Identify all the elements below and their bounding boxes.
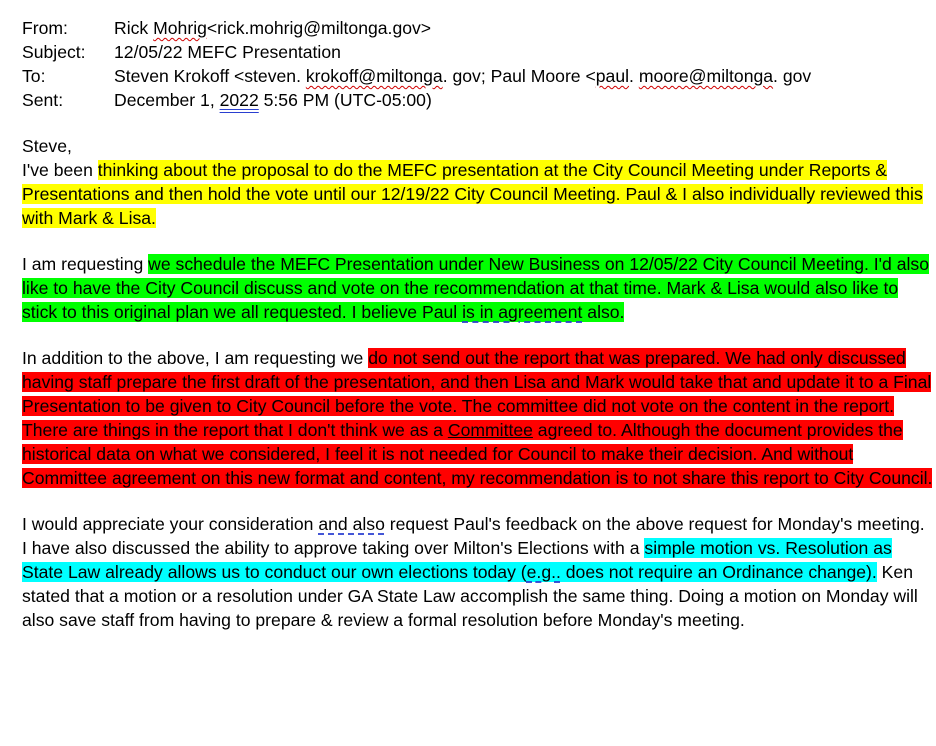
sent-year: 2022: [219, 90, 259, 110]
subject-row: [22, 40, 936, 64]
p2-text-b: we schedule the MEFC Presentation under New Business on 12/05/22 City Council Meeting. I'd also like to have the City Council discuss and vote on the recommendation at that time. Mark & Lisa would also like to stick to this original plan we all requested. I believe Paul: [22, 254, 929, 322]
p3-committee: Committee: [447, 420, 533, 440]
p4-text-d: simple motion vs. Resolution as State Law already allows us to conduct our own elections today (: [22, 538, 892, 582]
to-part-c: . gov; Paul Moore <: [442, 66, 596, 86]
p2-lead: I am requesting: [22, 254, 149, 274]
sent-value: [114, 88, 432, 112]
p4-eg: e.g..: [526, 562, 561, 582]
p2-text-d: also.: [582, 302, 625, 322]
p4-lead: I would appreciate your consideration: [22, 514, 319, 534]
sent-row: [22, 88, 936, 112]
sent-part-c: 5:56 PM (UTC-05:00): [258, 90, 432, 110]
p4-text-g: Ken stated that a motion or a resolution under GA State Law accomplish the same thing. Doing a motion on Monday will also save staff from having to prepare & review a formal resolution before Monday's meeting.: [22, 562, 918, 630]
from-row: [22, 16, 936, 40]
paragraph-2: [22, 252, 934, 324]
paragraph-1: [22, 158, 934, 230]
from-address: <rick.mohrig@miltonga.gov>: [206, 18, 432, 38]
to-part-g: . gov: [773, 66, 812, 86]
p3-lead: In addition to the above, I am requesting we: [22, 348, 369, 368]
greeting: Steve,: [22, 136, 72, 156]
to-label: To:: [22, 66, 46, 86]
to-part-d: paul: [595, 66, 630, 86]
p4-text-f: does not require an Ordinance change).: [560, 562, 877, 582]
subject-value: 12/05/22 MEFC Presentation: [114, 42, 341, 62]
paragraph-4: [22, 512, 934, 632]
to-part-e: .: [629, 66, 639, 86]
from-name: Rick: [114, 18, 154, 38]
p1-highlight-yellow: thinking about the proposal to do the MEFC presentation at the City Council Meeting under Reports & Presentations and then hold the vote until our 12/19/22 City Council Meeting. Paul & I also individually reviewed this with Mark & Lisa.: [22, 160, 923, 228]
p1-lead: I've been: [22, 160, 98, 180]
to-part-b: krokoff@miltonga: [305, 66, 443, 86]
p2-grammar-mark: is in agreement: [462, 302, 583, 322]
from-value: [114, 16, 431, 40]
to-row: [22, 64, 936, 88]
sent-label: Sent:: [22, 90, 64, 110]
p4-text-c: request Paul's feedback on the above request for Monday's meeting. I have also discussed the ability to approve taking over Milton's Elections with a: [22, 514, 925, 558]
sent-part-a: December 1,: [114, 90, 220, 110]
p3-text-d: agreed to. Although the document provides the historical data on what we considered, I feel it is not needed for Council to make their decision. And without Committee agreement on this new format and content, my recommendation is to not share this report to City Council.: [22, 420, 933, 488]
p4-grammar-mark: and also: [318, 514, 385, 534]
p2-highlight-green: [22, 254, 929, 322]
subject-label: Subject:: [22, 42, 86, 62]
p3-text-b: do not send out the report that was prepared. We had only discussed having staff prepare the first draft of the presentation, and then Lisa and Mark would take that and update it to a Final Presentation to be given to City Council before the vote. The committee did not vote on the content in the report. There are things in the report that I don't think we as a: [22, 348, 932, 440]
to-value: [114, 64, 811, 88]
from-label: From:: [22, 18, 68, 38]
to-part-f: moore@miltonga: [638, 66, 774, 86]
paragraph-3: [22, 346, 934, 490]
to-part-a: Steven Krokoff <steven.: [114, 66, 306, 86]
p3-highlight-red: [22, 348, 932, 488]
from-name-spell: Mohrig: [153, 18, 207, 38]
